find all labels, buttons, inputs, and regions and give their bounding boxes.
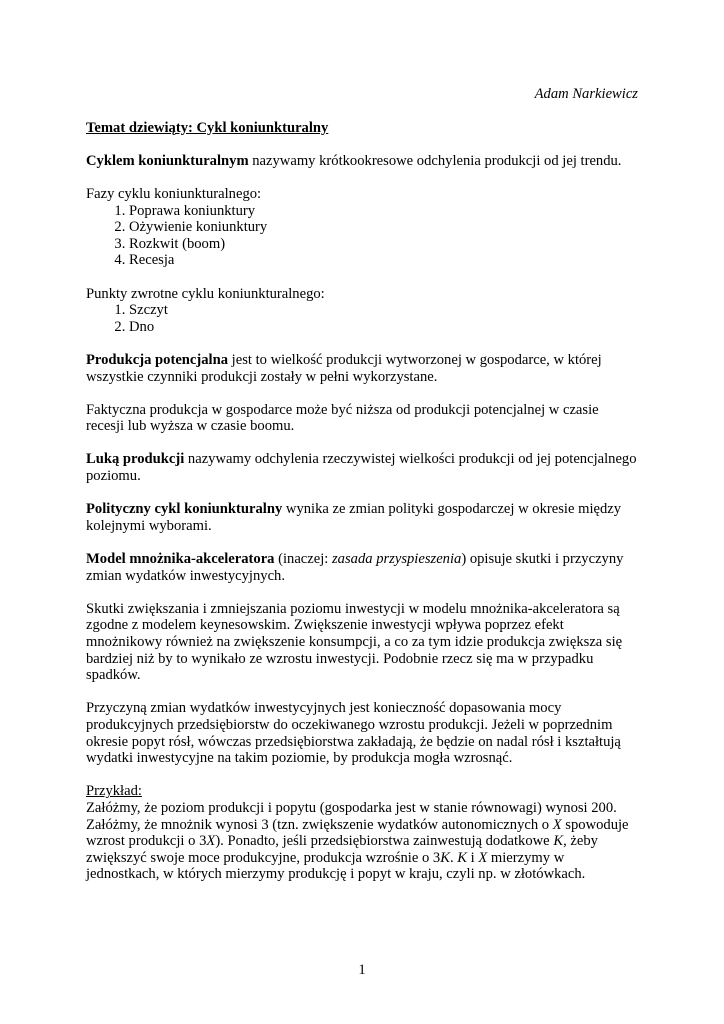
- example-body: [86, 817, 638, 883]
- turning-point-item: 1. Szczyt: [129, 302, 638, 319]
- business-cycle-term: Cyklem koniunkturalnym: [86, 152, 249, 169]
- business-cycle-definition: [86, 153, 638, 170]
- turning-points-section: [86, 286, 638, 336]
- phase-item: 1. Poprawa koniunktury: [129, 203, 638, 220]
- output-gap-text: nazywamy odchylenia rzeczywistej wielkości produkcji od jej potencjalnego poziomu.: [86, 451, 637, 485]
- political-cycle-term: Polityczny cykl koniunkturalny: [86, 501, 283, 518]
- example-text: i: [466, 849, 479, 866]
- example-label: Przykład:: [86, 783, 142, 800]
- variable-k: K: [553, 833, 564, 850]
- business-cycle-text: nazywamy krótkookresowe odchylenia produkcji od jej trendu.: [248, 152, 622, 169]
- potential-output-paragraph: [86, 352, 638, 385]
- example-text: Załóżmy, że mnożnik wynosi 3 (tzn. zwiększenie wydatków autonomicznych o: [86, 816, 553, 833]
- accelerator-model-alias: zasada przyspieszenia: [332, 551, 462, 568]
- potential-output-term: Produkcja potencjalna: [86, 351, 229, 368]
- example-section: [86, 783, 638, 883]
- example-text: ). Ponadto, jeśli przedsiębiorstwa zainwestują dodatkowe: [215, 833, 554, 850]
- actual-output-paragraph: Faktyczna produkcja w gospodarce może być niższa od produkcji potencjalnej w czasie recesji lub wyższa w czasie boomu.: [86, 401, 599, 435]
- political-cycle-paragraph: [86, 501, 638, 534]
- cause-paragraph: Przyczyną zmian wydatków inwestycyjnych jest konieczność dopasowania mocy produkcyjnych przedsiębiorstw do oczekiwanego wzrostu produkcji. Jeżeli w poprzednim okresie popyt rósł, wówczas przedsiębiorstwa zakładają, że będzie on nadal rósł i kształtują wydatki inwestycyjne na takim poziomie, by produkcja mogła wzrosnąć.: [86, 700, 621, 767]
- author-name: Adam Narkiewicz: [534, 86, 638, 102]
- phase-item: 2. Ożywienie koniunktury: [129, 219, 638, 236]
- output-gap-term: Luką produkcji: [86, 451, 185, 468]
- example-text: , żeby zwiększyć swoje moce produkcyjne, produkcja wzrośnie o 3: [86, 833, 598, 866]
- output-gap-paragraph: [86, 451, 638, 484]
- accelerator-model-paragraph: [86, 551, 638, 584]
- example-text: mierzymy w jednostkach, w których mierzymy produkcję i popyt w kraju, czyli np. w złotówkach.: [86, 849, 586, 883]
- phase-item: 3. Rozkwit (boom): [129, 236, 638, 253]
- turning-points-heading: Punkty zwrotne cyklu koniunkturalnego:: [86, 285, 325, 302]
- page-number: 1: [358, 962, 366, 978]
- political-cycle-text: wynika ze zmian polityki gospodarczej w okresie między kolejnymi wyborami.: [86, 501, 622, 534]
- phases-section: [86, 186, 638, 269]
- accelerator-model-pre: (inaczej:: [274, 551, 332, 568]
- accelerator-model-post: ) opisuje skutki i przyczyny zmian wydatków inwestycyjnych.: [86, 551, 624, 584]
- document-title: Temat dziewiąty: Cykl koniunkturalny: [86, 119, 329, 136]
- example-text: .: [449, 849, 458, 866]
- variable-x: X: [206, 833, 216, 850]
- phases-heading: Fazy cyklu koniunkturalnego:: [86, 185, 262, 202]
- variable-k: K: [440, 849, 450, 866]
- potential-output-text: jest to wielkość produkcji wytworzonej w gospodarce, w której wszystkie czynniki produkcji zostały w pełni wykorzystane.: [86, 351, 602, 385]
- turning-points-list: [86, 302, 638, 335]
- example-line-1: Załóżmy, że poziom produkcji i popytu (gospodarka jest w stanie równowagi) wynosi 200.: [86, 799, 617, 816]
- accelerator-model-term: Model mnożnika-akceleratora: [86, 551, 275, 568]
- phase-item: 4. Recesja: [129, 252, 638, 269]
- phases-list: [86, 203, 638, 269]
- variable-x: X: [552, 816, 562, 833]
- variable-k: K: [457, 849, 467, 866]
- example-text: spowoduje wzrost produkcji o 3: [86, 816, 629, 850]
- variable-x: X: [478, 849, 488, 866]
- turning-point-item: 2. Dno: [129, 319, 638, 336]
- effects-paragraph: Skutki zwiększania i zmniejszania poziomu inwestycji w modelu mnożnika-akceleratora są zgodne z modelem keynesowskim. Zwiększenie inwestycji wpływa poprzez efekt mnożnikowy również na zwiększenie konsumpcji, a co za tym idzie produkcja zwiększa się bardziej niż by to wynikało ze wzrostu inwestycji. Podobnie rzecz się ma w przypadku spadków.: [86, 600, 623, 684]
